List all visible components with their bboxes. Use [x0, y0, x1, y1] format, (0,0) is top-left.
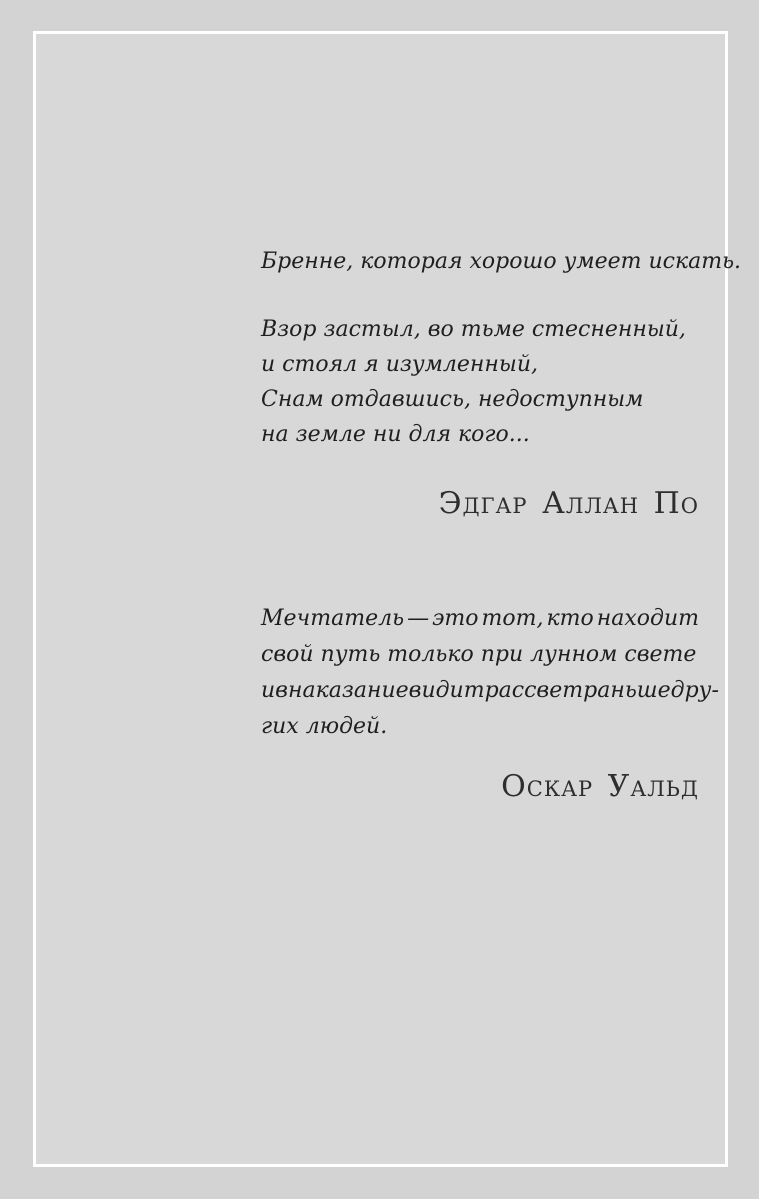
epigraph-2-quote	[261, 601, 719, 745]
quote-line: и в наказание видит рассвет раньше дру-	[261, 678, 719, 703]
epigraph-1-poem-stanza	[261, 312, 699, 452]
poem-line: на земле ни для кого...	[261, 422, 530, 447]
epigraph-1-opening-quote	[261, 244, 742, 279]
epigraph-2-attribution: Оскар Уальд	[501, 769, 699, 804]
page-border-frame	[33, 31, 742, 1167]
epigraph-1-attribution: Эдгар Аллан По	[438, 486, 699, 521]
quote-line: Мечтатель — это тот, кто находит	[261, 606, 699, 631]
quote-line: Бренне, которая хорошо умеет искать.	[261, 249, 742, 274]
quote-line: гих людей.	[261, 714, 388, 739]
quote-line: свой путь только при лунном свете	[261, 642, 697, 667]
poem-line: Взор застыл, во тьме стесненный,	[261, 317, 686, 342]
poem-line: и стоял я изумленный,	[261, 352, 538, 377]
poem-line: Снам отдавшись, недоступным	[261, 387, 644, 412]
